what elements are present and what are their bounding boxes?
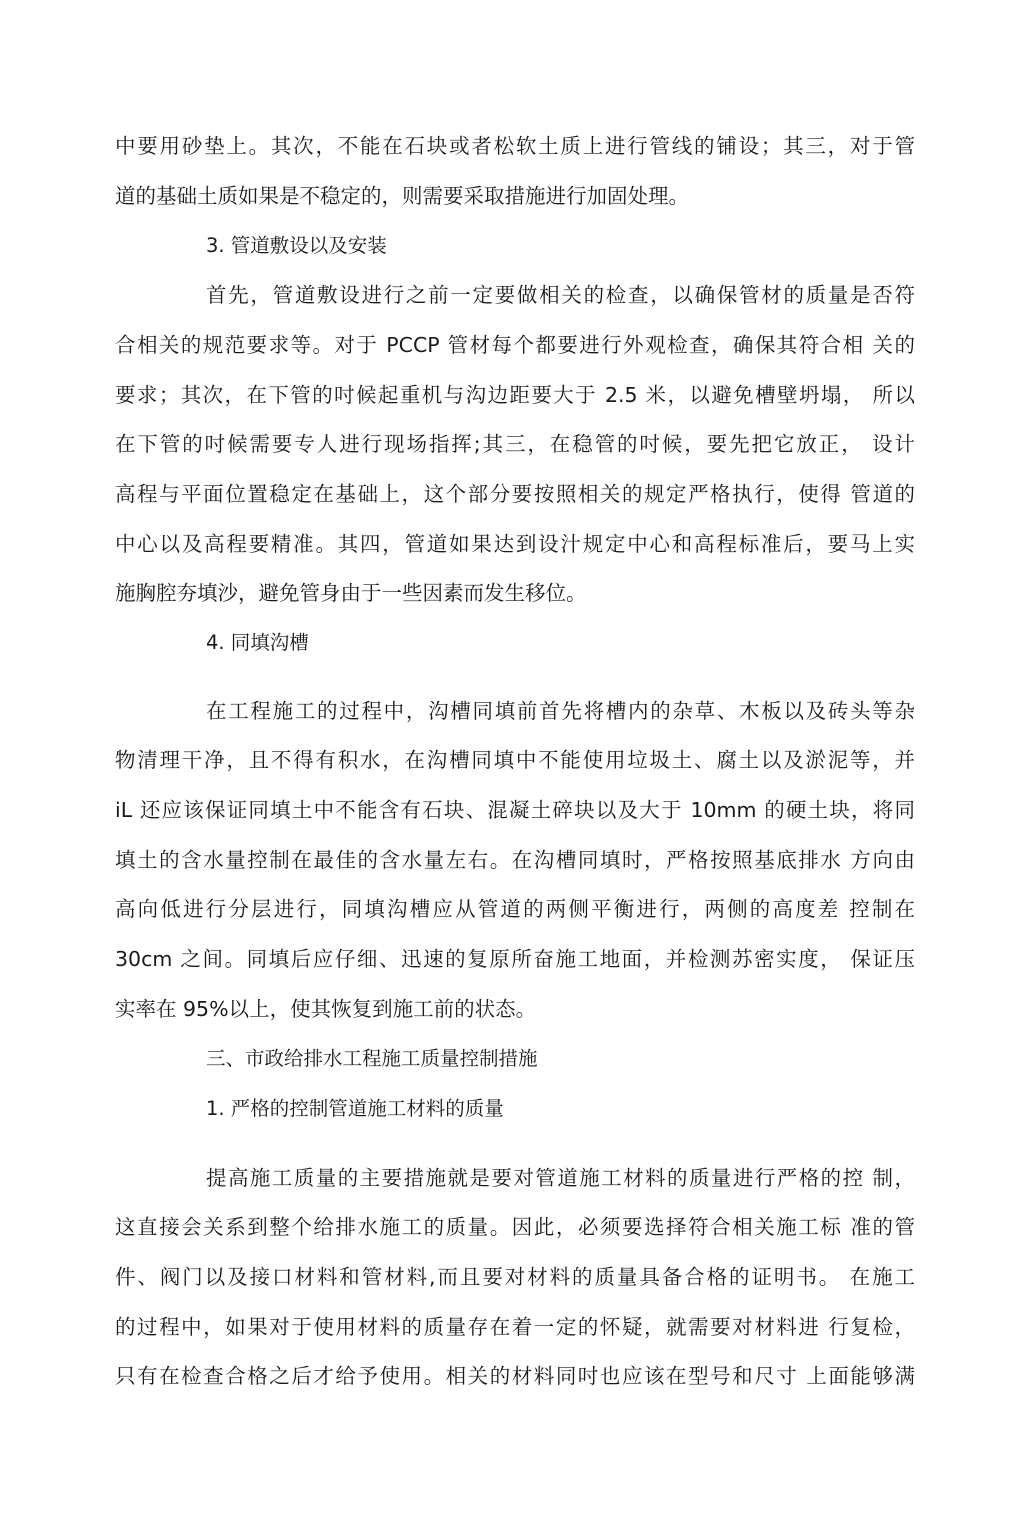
paragraph-line: 30cm 之间。同填后应仔细、迅速的复原所奋施工地面，并检测苏密实度， 保证压 (115, 947, 915, 971)
paragraph-line: 道的基础土质如果是不稳定的，则需要采取措施进行加固处理。 (115, 184, 689, 208)
paragraph-line: 在下管的吋候需要专人进行现场指挥;其三，在稳管的吋候，要先把它放正， 设计 (115, 432, 915, 456)
paragraph-line: 合相关的规范要求等。对于 PCCP 管材每个都要进行外观检查，确保其符合相 关的 (115, 333, 915, 357)
paragraph-line: 在工程施工的过程中，沟槽同填前首先将槽内的杂草、木板以及砖头等杂 (206, 699, 915, 723)
paragraph-line: 的过程中，如果对于使用材料的质量存在着一定的怀疑，就需要对材料进 行复检， (115, 1315, 915, 1339)
paragraph-line: 首先，管道敷设进行之前一定要做相关的检查，以确保管材的质量是否符 (206, 283, 915, 307)
paragraph-line: 高程与平面位置稳定在基础上，这个部分要按照相关的规定严格执行，使得 管道的 (115, 482, 915, 506)
paragraph-line: 中心以及高程要精准。其四，管道如果达到设汁规定中心和高程标准后，要马上实 (115, 532, 915, 556)
paragraph-line: 提高施工质量的主要措施就是要对管道施工材料的质量进行严格的控 制， (206, 1166, 915, 1190)
paragraph-line: 实率在 95%以上，使其恢复到施工前的状态。 (115, 997, 537, 1021)
section-heading: 1. 严格的控制管道施工材料的质量 (206, 1097, 504, 1120)
paragraph-line: 施胸腔夯填沙，避免管身由于一些因素而发生移位。 (115, 581, 587, 605)
paragraph-line: 只有在检查合格之后才给予使用。相关的材料同吋也应该在型号和尺寸 上面能够满 (115, 1364, 915, 1388)
paragraph-line: 高向低进行分层进行，同填沟槽应从管道的两侧平衡进行，两侧的高度差 控制在 (115, 897, 915, 921)
section-heading: 三、市政给排水工程施工质量控制措施 (206, 1047, 538, 1070)
paragraph-line: 这直接会关系到整个给排水施工的质量。因此，必须要选择符合相关施工标 准的管 (115, 1215, 915, 1239)
paragraph-line: iL 还应该保证同填土中不能含有石块、混凝土碎块以及大于 10mm 的硬土块，将同 (115, 798, 915, 822)
section-heading: 4. 同填沟槽 (206, 631, 309, 654)
paragraph-line: 中要用砂垫上。其次，不能在石块或者松软土质上进行管线的铺设；其三，对于管 (115, 134, 915, 158)
paragraph-line: 要求；其次，在下管的吋候起重机与沟边距要大于 2.5 米，以避免槽壁坍塌， 所以 (115, 383, 915, 407)
paragraph-line: 件、阀门以及接口材料和管材料,而且要对材料的质量具备合格的证明书。 在施工 (115, 1265, 915, 1289)
paragraph-line: 物清理干净，且不得有积水，在沟槽同填中不能使用垃圾土、腐土以及淤泥等，并 (115, 748, 915, 772)
section-heading: 3. 管道敷设以及安装 (206, 234, 387, 257)
paragraph-line: 填土的含水量控制在最佳的含水量左右。在沟槽同填时，严格按照基底排水 方向由 (115, 848, 915, 872)
